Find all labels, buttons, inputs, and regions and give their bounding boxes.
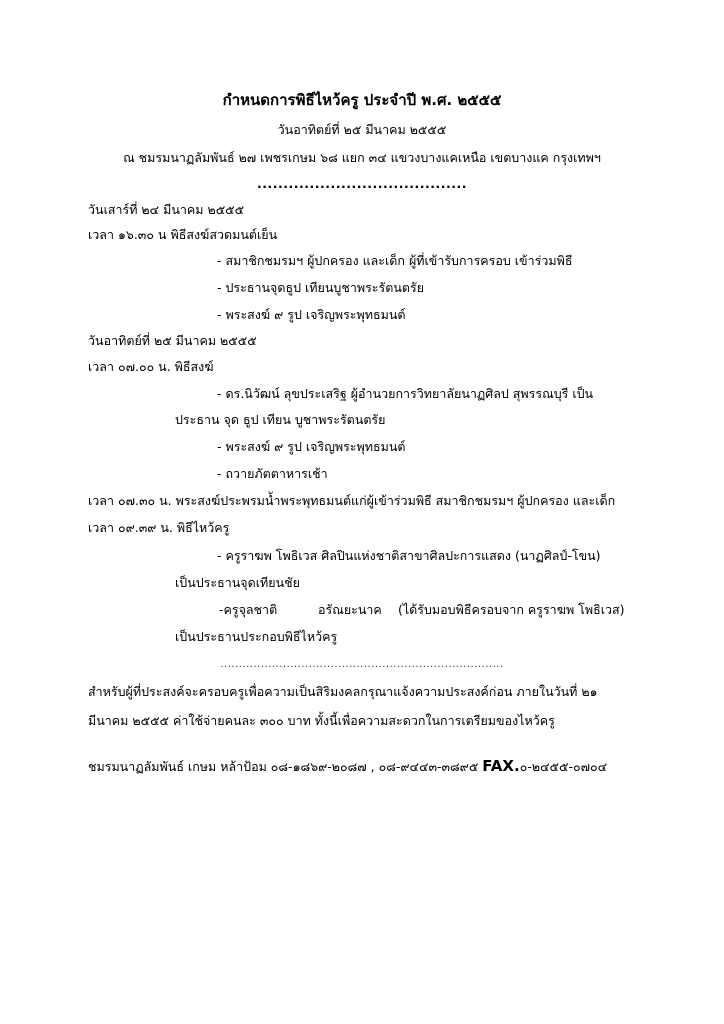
ceremony-date: วันอาทิตย์ที่ ๒๕ มีนาคม ๒๕๕๕ (277, 122, 447, 137)
ceremony-venue: ณ ชมรมนาฏลัมพันธ์ ๒๗ เพชรเกษม ๖๘ แยก ๓๔ แขวงบางแคเหนือ เขตบางแค กรุงเทพฯ (123, 150, 601, 165)
day2-block3-item2-note: (ได้รับมอบพิธีครอบจาก ครูราฆพ โพธิเวส) (398, 602, 625, 617)
day2-block3-time: เวลา ๐๙.๓๙ น. พิธีไหว้ครู (88, 520, 230, 535)
day2-date: วันอาทิตย์ที่ ๒๕ มีนาคม ๒๕๕๕ (88, 333, 257, 348)
day2-block1-item: - ดร.นิวัฒน์ ลุขประเสริฐ ผู้อำนวยการวิทยาลัยนาฏศิลป สุพรรณบุรี เป็น (217, 386, 594, 401)
contact-line (88, 757, 607, 776)
document-title: กำหนดการพิธีไหว้ครู ประจำปี พ.ศ. ๒๕๕๕ (222, 91, 502, 109)
day2-block1-item: - พระสงฆ์ ๙ รูป เจริญพระพุทธมนต์ (217, 439, 406, 454)
day2-block3-item: - ครูราฆพ โพธิเวส ศิลปินแห่งชาติสาขาศิลปะการแสดง (นาฏศิลป์-โขน) (217, 548, 601, 563)
registration-note-cont: มีนาคม ๒๕๕๕ ค่าใช้จ่ายคนละ ๓๐๐ บาท ทั้งนี้เพื่อความสะดวกในการเตรียมของไหว้ครู (88, 713, 555, 728)
day2-block1-item: - ถวายภัตตาหารเช้า (217, 466, 328, 481)
day1-time-line: เวลา ๑๖.๓๐ น พิธีสงฆ์สวดมนต์เย็น (88, 227, 278, 242)
day2-block1-item-cont: ประธาน จุด ธูป เทียน บูชาพระรัตนตรัย (175, 412, 386, 427)
header-separator: ........................................ (257, 176, 467, 191)
fax-label: FAX. (482, 757, 520, 775)
day2-block3-item2-surname: อรัณยะนาค (318, 602, 382, 617)
day2-block3-item-cont: เป็นประธานจุดเทียนชัย (175, 575, 300, 590)
footer-separator: ............................................................................. (220, 659, 504, 670)
day2-block3-item2-name: -ครูจุลชาติ (219, 602, 278, 617)
day1-date: วันเสาร์ที่ ๒๔ มีนาคม ๒๕๕๕ (88, 202, 245, 217)
fax-number: ๐-๒๔๕๕-๐๗๐๔ (519, 759, 608, 774)
contact-text: ชมรมนาฏลัมพันธ์ เกษม หล้าป้อม ๐๘-๑๘๖๙-๒๐๘๗ , ๐๘-๙๔๔๓-๓๘๙๕ (88, 759, 483, 774)
day1-item: - สมาชิกชมรมฯ ผู้ปกครอง และเด็ก ผู้ที่เข้ารับการครอบ เข้าร่วมพิธี (217, 253, 573, 268)
day1-item: - พระสงฆ์ ๙ รูป เจริญพระพุทธมนต์ (217, 307, 406, 322)
day2-block3-item2-cont: เป็นประธานประกอบพิธีไหว้ครู (175, 629, 338, 644)
registration-note: สำหรับผู้ที่ประสงค์จะครอบครูเพื่อความเป็นสิริมงคลกรุณาแจ้งความประสงค์ก่อน ภายในวันที่ ๒๑ (88, 684, 598, 699)
day2-block1-time: เวลา ๐๗.๐๐ น. พิธีสงฆ์ (88, 359, 214, 374)
day1-item: - ประธานจุดธูป เทียนบูชาพระรัตนตรัย (217, 280, 425, 295)
day2-block2-time: เวลา ๐๗.๓๐ น. พระสงฆ์ประพรมน้ำพระพุทธมนต์แก่ผู้เข้าร่วมพิธี สมาชิกชมรมฯ ผู้ปกครอง และเด็ก (88, 493, 616, 508)
